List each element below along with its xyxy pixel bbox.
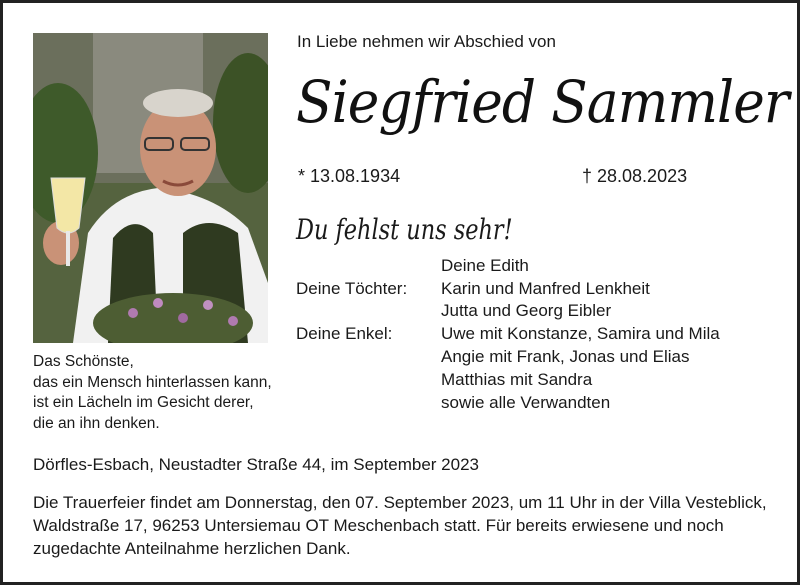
quote-line: ist ein Lächeln im Gesicht derer, bbox=[33, 394, 254, 411]
place-date: Dörfles-Esbach, Neustadter Straße 44, im September 2023 bbox=[33, 455, 479, 474]
portrait-photo bbox=[33, 33, 268, 343]
quote-line: das ein Mensch hinterlassen kann, bbox=[33, 373, 272, 391]
memorial-quote bbox=[33, 352, 272, 434]
deceased-name: Siegfried Sammler bbox=[296, 68, 789, 136]
portrait-illustration bbox=[33, 33, 268, 343]
quote-line: Das Schönste, bbox=[33, 353, 134, 370]
birth-date: * 13.08.1934 bbox=[298, 166, 401, 186]
death-date: † 28.08.2023 bbox=[582, 166, 688, 186]
notice-line: zugedachte Anteilnahme herzlichen Dank. bbox=[33, 539, 351, 558]
intro-text: In Liebe nehmen wir Abschied von bbox=[297, 32, 556, 51]
family-grandchild: Matthias mit Sandra bbox=[441, 370, 593, 389]
family-grandchild: Angie mit Frank, Jonas und Elias bbox=[441, 347, 690, 366]
family-daughter: Karin und Manfred Lenkheit bbox=[441, 279, 650, 298]
family-daughter: Jutta und Georg Eibler bbox=[441, 301, 612, 320]
family-wife: Deine Edith bbox=[441, 256, 529, 275]
grandchildren-label: Deine Enkel: bbox=[296, 324, 393, 343]
family-relatives: sowie alle Verwandten bbox=[441, 393, 611, 412]
funeral-notice bbox=[33, 491, 768, 560]
notice-line: Waldstraße 17, 96253 Untersiemau OT Meschenbach statt. Für bereits erwiesene und noch bbox=[33, 516, 724, 535]
quote-line: die an ihn denken. bbox=[33, 414, 160, 432]
family-grandchild: Uwe mit Konstanze, Samira und Mila bbox=[441, 324, 720, 343]
farewell-text: Du fehlst uns sehr! bbox=[296, 213, 513, 246]
notice-line: Die Trauerfeier findet am Donnerstag, den 07. September 2023, um 11 Uhr in der Villa Vesteblick, bbox=[33, 493, 767, 512]
daughters-label: Deine Töchter: bbox=[296, 279, 408, 298]
